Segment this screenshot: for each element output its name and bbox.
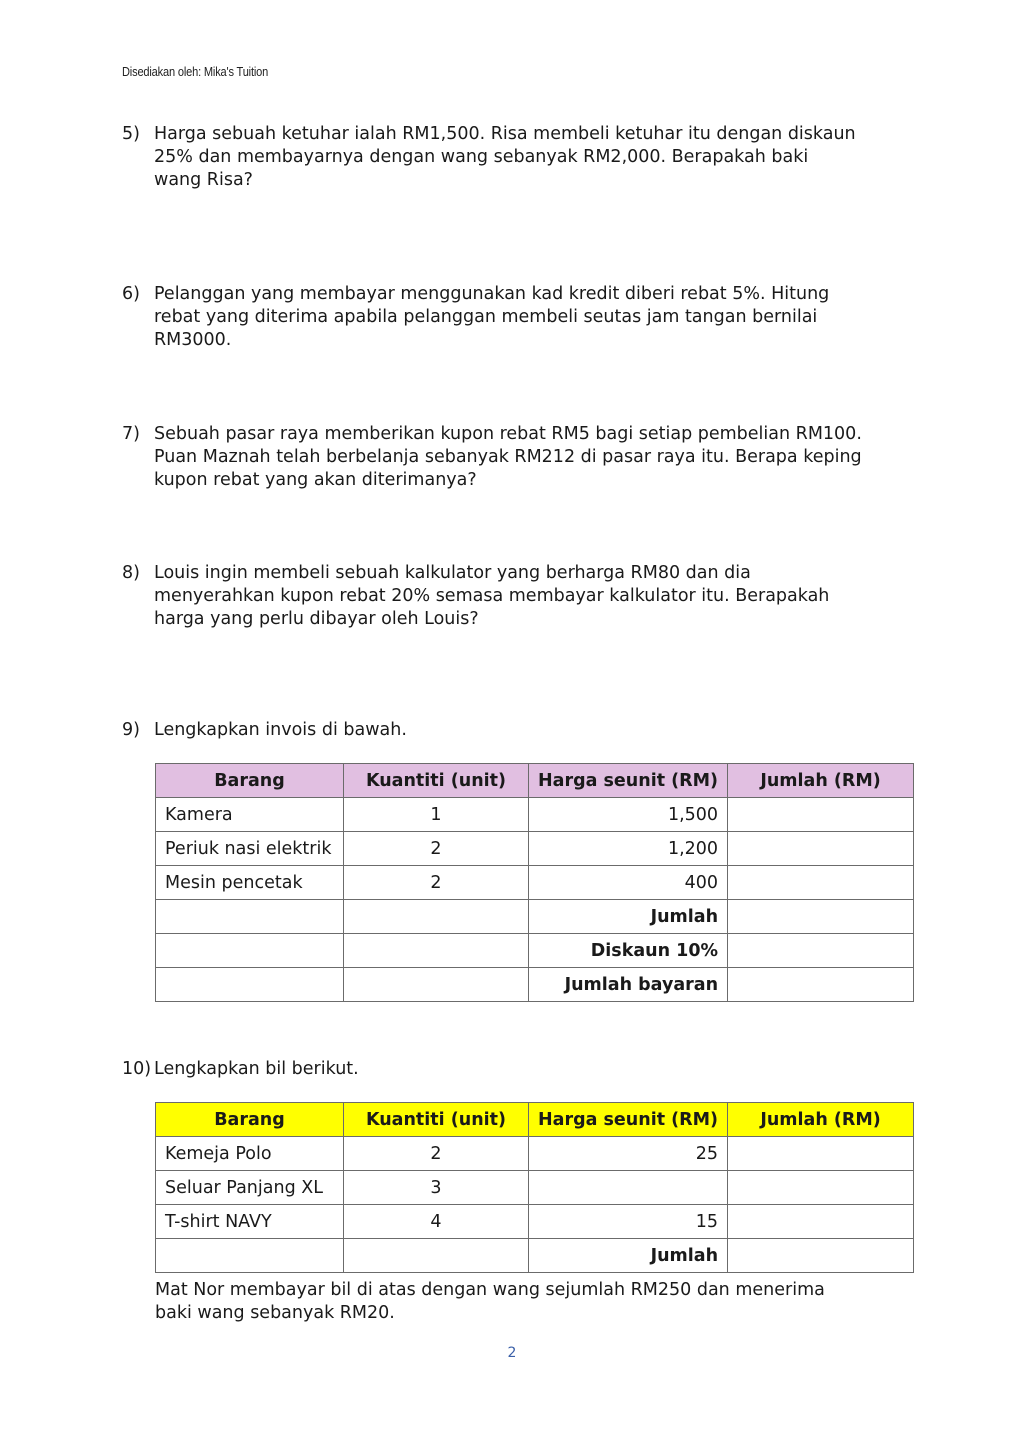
summary-label: Diskaun 10% [529,934,728,968]
bill-table [155,1102,914,1273]
quantity-cell: 4 [344,1205,529,1239]
empty-cell [156,1239,344,1273]
table-row [156,1171,914,1205]
question-line: Lengkapkan bil berikut. [154,1059,359,1079]
question-line: kupon rebat yang akan diterimanya? [154,470,477,490]
question-10 [122,1058,922,1081]
table-row [156,968,914,1002]
total-cell [728,1137,914,1171]
table-header-row [156,764,914,798]
question-number: 10) [122,1059,152,1079]
unit-price-cell [529,1171,728,1205]
table-row [156,1205,914,1239]
item-cell: Kamera [156,798,344,832]
question-line: menyerahkan kupon rebat 20% semasa membayar kalkulator itu. Berapakah [154,586,830,606]
bill-note [155,1279,915,1325]
question-line: Harga sebuah ketuhar ialah RM1,500. Risa membeli ketuhar itu dengan diskaun [154,124,856,144]
total-cell [728,934,914,968]
note-line: baki wang sebanyak RM20. [155,1303,395,1323]
unit-price-cell: 1,500 [529,798,728,832]
empty-cell [156,968,344,1002]
question-7 [122,423,922,492]
unit-price-cell: 400 [529,866,728,900]
unit-price-cell: 1,200 [529,832,728,866]
item-cell: Mesin pencetak [156,866,344,900]
question-number: 8) [122,563,140,583]
table-row [156,934,914,968]
empty-cell [156,934,344,968]
column-header: Barang [156,1103,344,1137]
question-6 [122,283,922,352]
quantity-cell: 1 [344,798,529,832]
question-5 [122,123,922,192]
column-header: Harga seunit (RM) [529,1103,728,1137]
quantity-cell: 3 [344,1171,529,1205]
question-number: 9) [122,720,140,740]
question-line: Puan Maznah telah berbelanja sebanyak RM212 di pasar raya itu. Berapa keping [154,447,862,467]
empty-cell [344,1239,529,1273]
total-cell [728,832,914,866]
total-cell [728,1205,914,1239]
table-header-row [156,1103,914,1137]
item-cell: Seluar Panjang XL [156,1171,344,1205]
total-cell [728,798,914,832]
total-cell [728,900,914,934]
column-header: Kuantiti (unit) [344,1103,529,1137]
question-number: 6) [122,284,140,304]
item-cell: Periuk nasi elektrik [156,832,344,866]
question-9 [122,719,922,742]
summary-label: Jumlah [529,900,728,934]
question-line: RM3000. [154,330,232,350]
table-row [156,832,914,866]
question-line: 25% dan membayarnya dengan wang sebanyak RM2,000. Berapakah baki [154,147,809,167]
item-cell: T-shirt NAVY [156,1205,344,1239]
question-text [154,283,922,352]
question-text [154,123,922,192]
question-8 [122,562,922,631]
question-text [154,1058,922,1081]
question-line: Pelanggan yang membayar menggunakan kad kredit diberi rebat 5%. Hitung [154,284,830,304]
question-number: 7) [122,424,140,444]
table-row [156,866,914,900]
item-cell: Kemeja Polo [156,1137,344,1171]
total-cell [728,1239,914,1273]
total-cell [728,866,914,900]
question-line: Lengkapkan invois di bawah. [154,720,407,740]
question-line: Louis ingin membeli sebuah kalkulator yang berharga RM80 dan dia [154,563,751,583]
quantity-cell: 2 [344,832,529,866]
question-number: 5) [122,124,140,144]
invoice-table [155,763,914,1002]
quantity-cell: 2 [344,1137,529,1171]
unit-price-cell: 25 [529,1137,728,1171]
question-line: wang Risa? [154,170,253,190]
question-text [154,423,922,492]
quantity-cell: 2 [344,866,529,900]
column-header: Jumlah (RM) [728,764,914,798]
total-cell [728,968,914,1002]
total-cell [728,1171,914,1205]
column-header: Jumlah (RM) [728,1103,914,1137]
table-row [156,1137,914,1171]
column-header: Kuantiti (unit) [344,764,529,798]
empty-cell [344,968,529,1002]
question-text [154,562,922,631]
note-line: Mat Nor membayar bil di atas dengan wang sejumlah RM250 dan menerima [155,1280,825,1300]
question-line: harga yang perlu dibayar oleh Louis? [154,609,479,629]
table-row [156,798,914,832]
empty-cell [156,900,344,934]
page-number: 2 [507,1345,517,1361]
question-line: rebat yang diterima apabila pelanggan membeli seutas jam tangan bernilai [154,307,818,327]
empty-cell [344,900,529,934]
column-header: Harga seunit (RM) [529,764,728,798]
unit-price-cell: 15 [529,1205,728,1239]
column-header: Barang [156,764,344,798]
summary-label: Jumlah [529,1239,728,1273]
empty-cell [344,934,529,968]
table-row [156,1239,914,1273]
question-line: Sebuah pasar raya memberikan kupon rebat RM5 bagi setiap pembelian RM100. [154,424,862,444]
summary-label: Jumlah bayaran [529,968,728,1002]
document-header: Disediakan oleh: Mika's Tuition [122,64,269,79]
question-text [154,719,922,742]
table-row [156,900,914,934]
